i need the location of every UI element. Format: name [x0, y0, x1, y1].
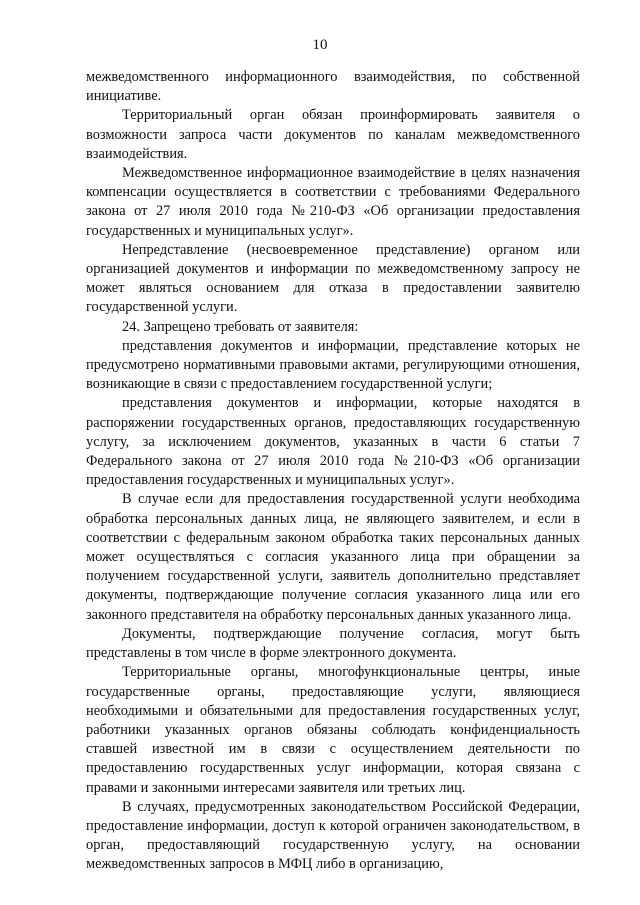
page-number: 10 [312, 37, 328, 53]
paragraph: Межведомственное информационное взаимодействие в целях назначения компенсации осуществляется в соответствии с требованиями Федерального закона от 27 июля 2010 года №210-ФЗ «Об организации предоставления государственных и муниципальных услуг». [86, 165, 580, 239]
paragraph: Территориальный орган обязан проинформировать заявителя о возможности запроса части документов по каналам межведомственного взаимодействия. [86, 107, 580, 162]
paragraph: 24. Запрещено требовать от заявителя: [122, 318, 359, 335]
paragraph: Территориальные органы, многофункциональные центры, иные государственные органы, предоставляющие услуги, являющиеся необходимыми и обязательными для предоставления государственных услуг, работники указанных органов обязаны соблюдать конфиденциальность ставшей известной им в связи с осуществлением деятельности по предоставлению государственных услуг информации, которая связана с правами и законными интересами заявителя или третьих лиц. [86, 664, 580, 796]
paragraph: Документы, подтверждающие получение согласия, могут быть представлены в том числе в форме электронного документа. [86, 625, 580, 662]
paragraph: В случаях, предусмотренных законодательством Российской Федерации, предоставление информации, доступ к которой ограничен законодательством, в орган, предоставляющий государственную услугу, на основании межведомственных запросов в МФЦ либо в организацию, [86, 798, 580, 873]
paragraph: В случае если для предоставления государственной услуги необходима обработка персональных данных лица, не являющего заявителем, и если в соответствии с федеральным законом обработка таких персональных данных может осуществляться с согласия указанного лица при обращении за получением государственной услуги, заявитель дополнительно представляет документы, подтверждающие получение согласия указанного лица или его законного представителя на обработку персональных данных указанного лица. [86, 491, 580, 623]
document-body [86, 68, 580, 875]
paragraph: Непредставление (несвоевременное представление) органом или организацией документов и информации по межведомственному запросу не может являться основанием для отказа в предоставлении заявителю государственной услуги. [86, 241, 580, 316]
paragraph-continuation: межведомственного информационного взаимодействия, по собственной инициативе. [86, 69, 580, 105]
paragraph: представления документов и информации, которые находятся в распоряжении государственных органов, предоставляющих государственную услугу, за исключением документов, указанных в части 6 статьи 7 Федерального закона от 27 июля 2010 года №210-ФЗ «Об организации предоставления государственных и муниципальных услуг». [86, 395, 580, 489]
paragraph: представления документов и информации, представление которых не предусмотрено нормативными правовыми актами, регулирующими отношения, возникающие в связи с предоставлением государственной услуги; [86, 337, 580, 393]
